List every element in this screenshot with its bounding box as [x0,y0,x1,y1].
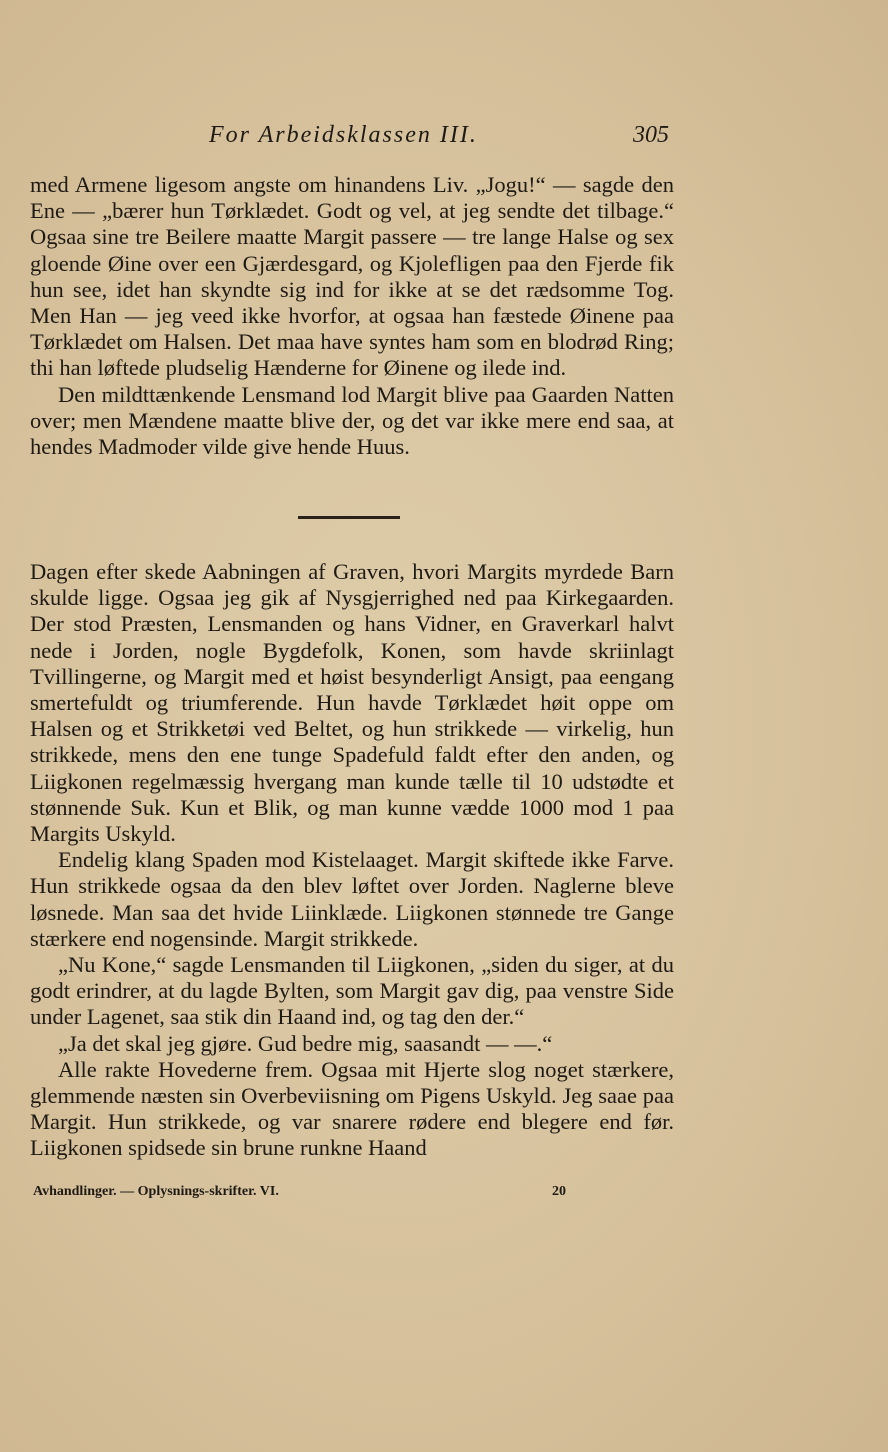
paragraph: Endelig klang Spaden mod Kistelaaget. Margit skiftede ikke Farve. Hun strikkede ogsaa da den blev løftet over Jorden. Naglerne bleve løsnede. Man saa det hvide Liinklæde. Liigkonen stønnede tre Gange stærkere end nogensinde. Margit strikkede. [30,847,674,951]
page-number: 305 [633,122,669,148]
paragraph: med Armene ligesom angste om hinandens Liv. „Jogu!“ — sagde den Ene — „bærer hun Tørklædet. Godt og vel, at jeg sendte det tilbage.“ Ogsaa sine tre Beilere maatte Margit passere — tre lange Halse og sex gloende Øine over een Gjærdesgard, og Kjolefligen paa den Fjerde fik hun see, idet han skyndte sig ind for ikke at se det rædsomme Tog. Men Han — jeg veed ikke hvorfor, at ogsaa han fæstede Øinene paa Tørklædet om Halsen. Det maa have syntes ham som en blodrød Ring; thi han løftede pludselig Hænderne for Øinene og ilede ind. [30,172,674,381]
section-divider [298,516,400,519]
page-footer [0,1182,888,1206]
paragraph: Alle rakte Hovederne frem. Ogsaa mit Hjerte slog noget stærkere, glemmende næsten sin Overbeviisning om Pigens Uskyld. Jeg saae paa Margit. Hun strikkede, og var snarere rødere end blegere end før. Liigkonen spidsede sin brune runkne Haand [30,1056,674,1161]
running-title: For Arbeidsklassen III. [209,122,478,148]
paragraph: Dagen efter skede Aabningen af Graven, hvori Margits myrdede Barn skulde ligge. Ogsaa jeg gik af Nysgjerrighed ned paa Kirkegaarden. Der stod Præsten, Lensmanden og hans Vidner, en Graverkarl halvt nede i Jorden, nogle Bygdefolk, Konen, som havde skriinlagt Tvillingerne, og Margit med et høist besynderligt Ansigt, paa eengang smertefuldt og triumferende. Hun havde Tørklædet høit oppe om Halsen og et Strikketøi ved Beltet, og hun strikkede — virkelig, hun strikkede, mens den ene tunge Spadefuld faldt efter den anden, og Liigkonen regelmæssig hvergang man kunde tælle til 10 udstødte et stønnende Suk. Kun et Blik, og man kunne vædde 1000 mod 1 paa Margits Uskyld. [30,559,674,847]
paragraph: „Nu Kone,“ sagde Lensmanden til Liigkonen, „siden du siger, at du godt erindrer, at du lagde Bylten, som Margit gav dig, paa venstre Side under Lagenet, saa stik din Haand ind, og tag den der.“ [30,952,674,1030]
signature-mark: 20 [552,1184,566,1199]
paragraph: Den mildttænkende Lensmand lod Margit blive paa Gaarden Natten over; men Mændene maatte blive der, og det var ikke mere end saa, at hendes Madmoder vilde give hende Huus. [30,381,674,460]
series-line: Avhandlinger. — Oplysnings-skrifter. VI. [33,1184,279,1199]
page-header [0,118,888,152]
paragraph: „Ja det skal jeg gjøre. Gud bedre mig, saasandt — —.“ [58,1030,553,1056]
text-section-1 [30,172,674,460]
text-section-2 [30,559,674,1162]
